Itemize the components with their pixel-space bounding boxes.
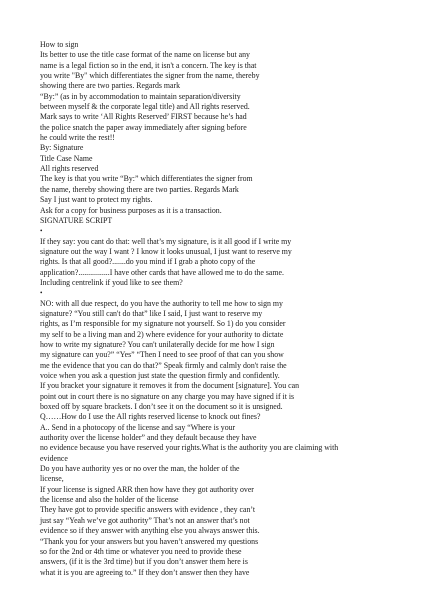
document-line: the license and also the holder of the license xyxy=(40,495,179,505)
document-line: “By:” (as in by accommodation to maintain separation/diversity xyxy=(40,91,241,101)
document-line: signature? “You still can't do that” like I said, I just want to reserve my xyxy=(40,308,263,318)
document-line: my signature can you?” “Yes” “Then I need to see proof of that can you show xyxy=(40,350,284,360)
document-line: license, xyxy=(40,474,64,484)
document-line: How to sign xyxy=(40,40,79,49)
document-line: All rights reserved xyxy=(40,164,99,174)
document-line: voice when you ask a question just state the question firmly and confidently. xyxy=(40,371,280,380)
document-line: evidence xyxy=(40,453,68,463)
document-line: If they say: you cant do that: well that’s my signature, is it all good if I write my xyxy=(40,236,292,246)
document-line: Ask for a copy for business purposes as it is a transaction. xyxy=(40,205,222,215)
document-line: name is a legal fiction so in the end, it isn't a concern. The key is that xyxy=(40,60,257,70)
document-line: rights, as I’m responsible for my signature not yourself. So 1) do you consider xyxy=(40,319,286,329)
document-line: Say I just want to protect my rights. xyxy=(40,195,153,205)
document-line: The key is that you write “By:” which differentiates the signer from xyxy=(40,174,253,184)
document-line: just say “Yeah we’ve got authority” That’s not an answer that’s not xyxy=(40,515,250,525)
document-line: application?................I have other cards that have allowed me to do the same. xyxy=(40,267,284,277)
document-line: answers, (if it is the 3rd time) but if you don’t answer them here is xyxy=(40,557,248,567)
document-line: how to write my signature? You can't unilaterally decide for me how I sign xyxy=(40,339,275,349)
document-line: my self to be a living man and 2) where evidence for your authority to dictate xyxy=(40,329,284,339)
document-line: rights. Is that all good?.......do you mind if I grab a photo copy of the xyxy=(40,257,256,267)
document-line: signature out the way I want ? I know it looks unusual, I just want to reserve my xyxy=(40,246,292,256)
document-line: between myself & the corporate legal title) and All rights reserved. xyxy=(40,102,250,112)
document-line: showing there are two parties. Regards mark xyxy=(40,81,181,91)
document-line: Do you have authority yes or no over the man, the holder of the xyxy=(40,464,240,474)
document-line: no evidence because you have reserved your rights.What is the authority you are claiming with xyxy=(40,443,339,453)
document-line: A.. Send in a photocopy of the license and say “Where is your xyxy=(40,422,236,432)
document-line: Mark says to write ‘All Rights Reserved’ FIRST because he’s had xyxy=(40,112,247,122)
document-line: the police snatch the paper away immediately after signing before xyxy=(40,122,247,132)
document-line: Including centrelink if youd like to see them? xyxy=(40,277,183,287)
document-line: They have got to provide specific answers with evidence , they can’t xyxy=(40,505,256,515)
document-line: what it is you are agreeing to.” If they don’t answer then they have xyxy=(40,567,250,577)
bullet-point: • xyxy=(40,227,43,236)
document-line: me the evidence that you can do that?” Speak firmly and calmly don't raise the xyxy=(40,360,287,370)
document-line: he could write the rest!! xyxy=(40,133,115,143)
document-line: “Thank you for your answers but you haven’t answered my questions xyxy=(40,536,259,546)
document-line: SIGNATURE SCRIPT xyxy=(40,215,113,225)
document-line: boxed off by square brackets. I don’t see it on the document so it is unsigned. xyxy=(40,402,283,412)
document-line: you write "By" which differentiates the signer from the name, thereby xyxy=(40,71,260,81)
document-line: Its better to use the title case format of the name on license but any xyxy=(40,50,250,60)
document-line: authority over the license holder” and they default because they have xyxy=(40,433,257,443)
bullet-point: • xyxy=(40,289,43,298)
document-line: the name, thereby showing there are two parties. Regards Mark xyxy=(40,184,239,194)
document-body xyxy=(40,40,390,578)
document-line: evidence so if they answer with anything else you always answer this. xyxy=(40,526,260,536)
document-line: point out in court there is no signature on any charge you may have signed if it is xyxy=(40,391,295,401)
document-line: If you bracket your signature it removes it from the document [signature]. You can xyxy=(40,381,299,391)
document-line: If your license is signed ARR then how have they got authority over xyxy=(40,484,254,494)
document-line: NO: with all due respect, do you have the authority to tell me how to sign my xyxy=(40,298,283,308)
document-line: Title Case Name xyxy=(40,153,93,163)
document-line: By: Signature xyxy=(40,143,84,153)
document-line: so for the 2nd or 4th time or whatever you need to provide these xyxy=(40,546,242,556)
document-line: Q……How do I use the All rights reserved license to knock out fines? xyxy=(40,412,261,422)
